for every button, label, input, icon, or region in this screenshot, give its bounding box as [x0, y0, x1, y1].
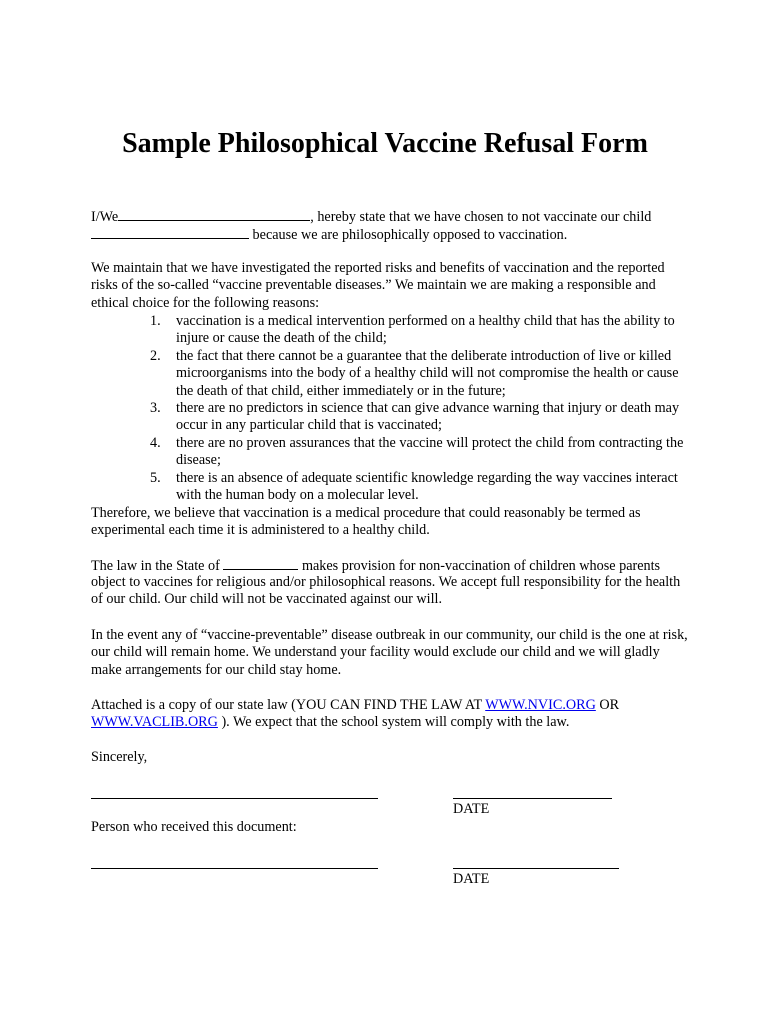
intro-prefix: I/We	[91, 209, 119, 225]
attached-line-2	[91, 714, 569, 731]
receiver-signature-line[interactable]	[91, 868, 378, 869]
list-text: vaccination is a medical intervention performed on a healthy child that has the ability to injure or cause the death of the child;	[176, 313, 675, 347]
law-paragraph-rest: object to vaccines for religious and/or philosophical reasons. We accept full responsibility for the health of our child. Our child will not be vaccinated against our will.	[91, 574, 681, 608]
law-prefix: The law in the State of	[91, 558, 224, 574]
list-text: there are no proven assurances that the vaccine will protect the child from contracting the disease;	[176, 434, 684, 469]
vaclib-link[interactable]: WWW.VACLIB.ORG	[91, 714, 218, 730]
nvic-link[interactable]: WWW.NVIC.ORG	[485, 697, 596, 713]
date-label-2: DATE	[453, 871, 490, 887]
therefore-paragraph: Therefore, we believe that vaccination is a medical procedure that could reasonably be termed as experimental each time it is administered to a healthy child.	[91, 505, 641, 539]
list-number: 4.	[150, 434, 161, 451]
list-number: 2.	[150, 347, 161, 364]
attached-suffix: ). We expect that the school system will comply with the law.	[217, 714, 570, 730]
parent-name-blank[interactable]	[118, 208, 310, 221]
intro-line-2	[91, 226, 567, 244]
attached-prefix: Attached is a copy of our state law (YOU CAN FIND THE LAW AT	[91, 697, 486, 713]
list-text: the fact that there cannot be a guarantee that the deliberate introduction of live or killed microorganisms into the body of a healthy child will not compromise the health or cause the death of that child, either immediately or in the future;	[176, 347, 679, 399]
child-name-blank[interactable]	[91, 226, 249, 239]
list-item	[150, 348, 690, 400]
list-number: 5.	[150, 469, 161, 486]
list-item	[150, 435, 690, 470]
intro-line-1	[91, 208, 651, 226]
received-label: Person who received this document:	[91, 819, 297, 835]
closing-text: Sincerely,	[91, 749, 148, 765]
maintain-paragraph: We maintain that we have investigated the reported risks and benefits of vaccination and the reported risks of the so-called “vaccine preventable diseases.” We maintain we are making a responsible and ethical choice for the following reasons:	[91, 260, 665, 311]
list-item	[150, 470, 690, 505]
list-item	[150, 313, 690, 348]
law-line-1	[91, 557, 660, 575]
intro-after-name: , hereby state that we have chosen to not vaccinate our child	[310, 209, 652, 225]
intro-after-child: because we are philosophically opposed to vaccination.	[249, 227, 568, 243]
list-text: there are no predictors in science that can give advance warning that injury or death may occur in any particular child that is vaccinated;	[176, 400, 680, 434]
date-line-2[interactable]	[453, 868, 619, 869]
outbreak-paragraph: In the event any of “vaccine-preventable” disease outbreak in our community, our child is the one at risk, our child will remain home. We understand your facility would exclude our child and we will gladly make arrangements for our child stay home.	[91, 627, 688, 678]
list-number: 3.	[150, 400, 161, 417]
list-text: there is an absence of adequate scientific knowledge regarding the way vaccines interact with the human body on a molecular level.	[176, 469, 678, 504]
list-number: 1.	[150, 313, 161, 329]
date-line-1[interactable]	[453, 798, 612, 799]
form-title: Sample Philosophical Vaccine Refusal Form	[122, 128, 648, 159]
law-line1-suffix: makes provision for non-vaccination of children whose parents	[298, 558, 661, 574]
state-blank[interactable]	[223, 557, 298, 570]
attached-line-1	[91, 697, 619, 714]
attached-middle: OR	[595, 697, 620, 713]
reasons-list	[150, 313, 690, 504]
list-item	[150, 400, 690, 435]
date-label-1: DATE	[453, 801, 490, 817]
parent-signature-line[interactable]	[91, 798, 378, 799]
